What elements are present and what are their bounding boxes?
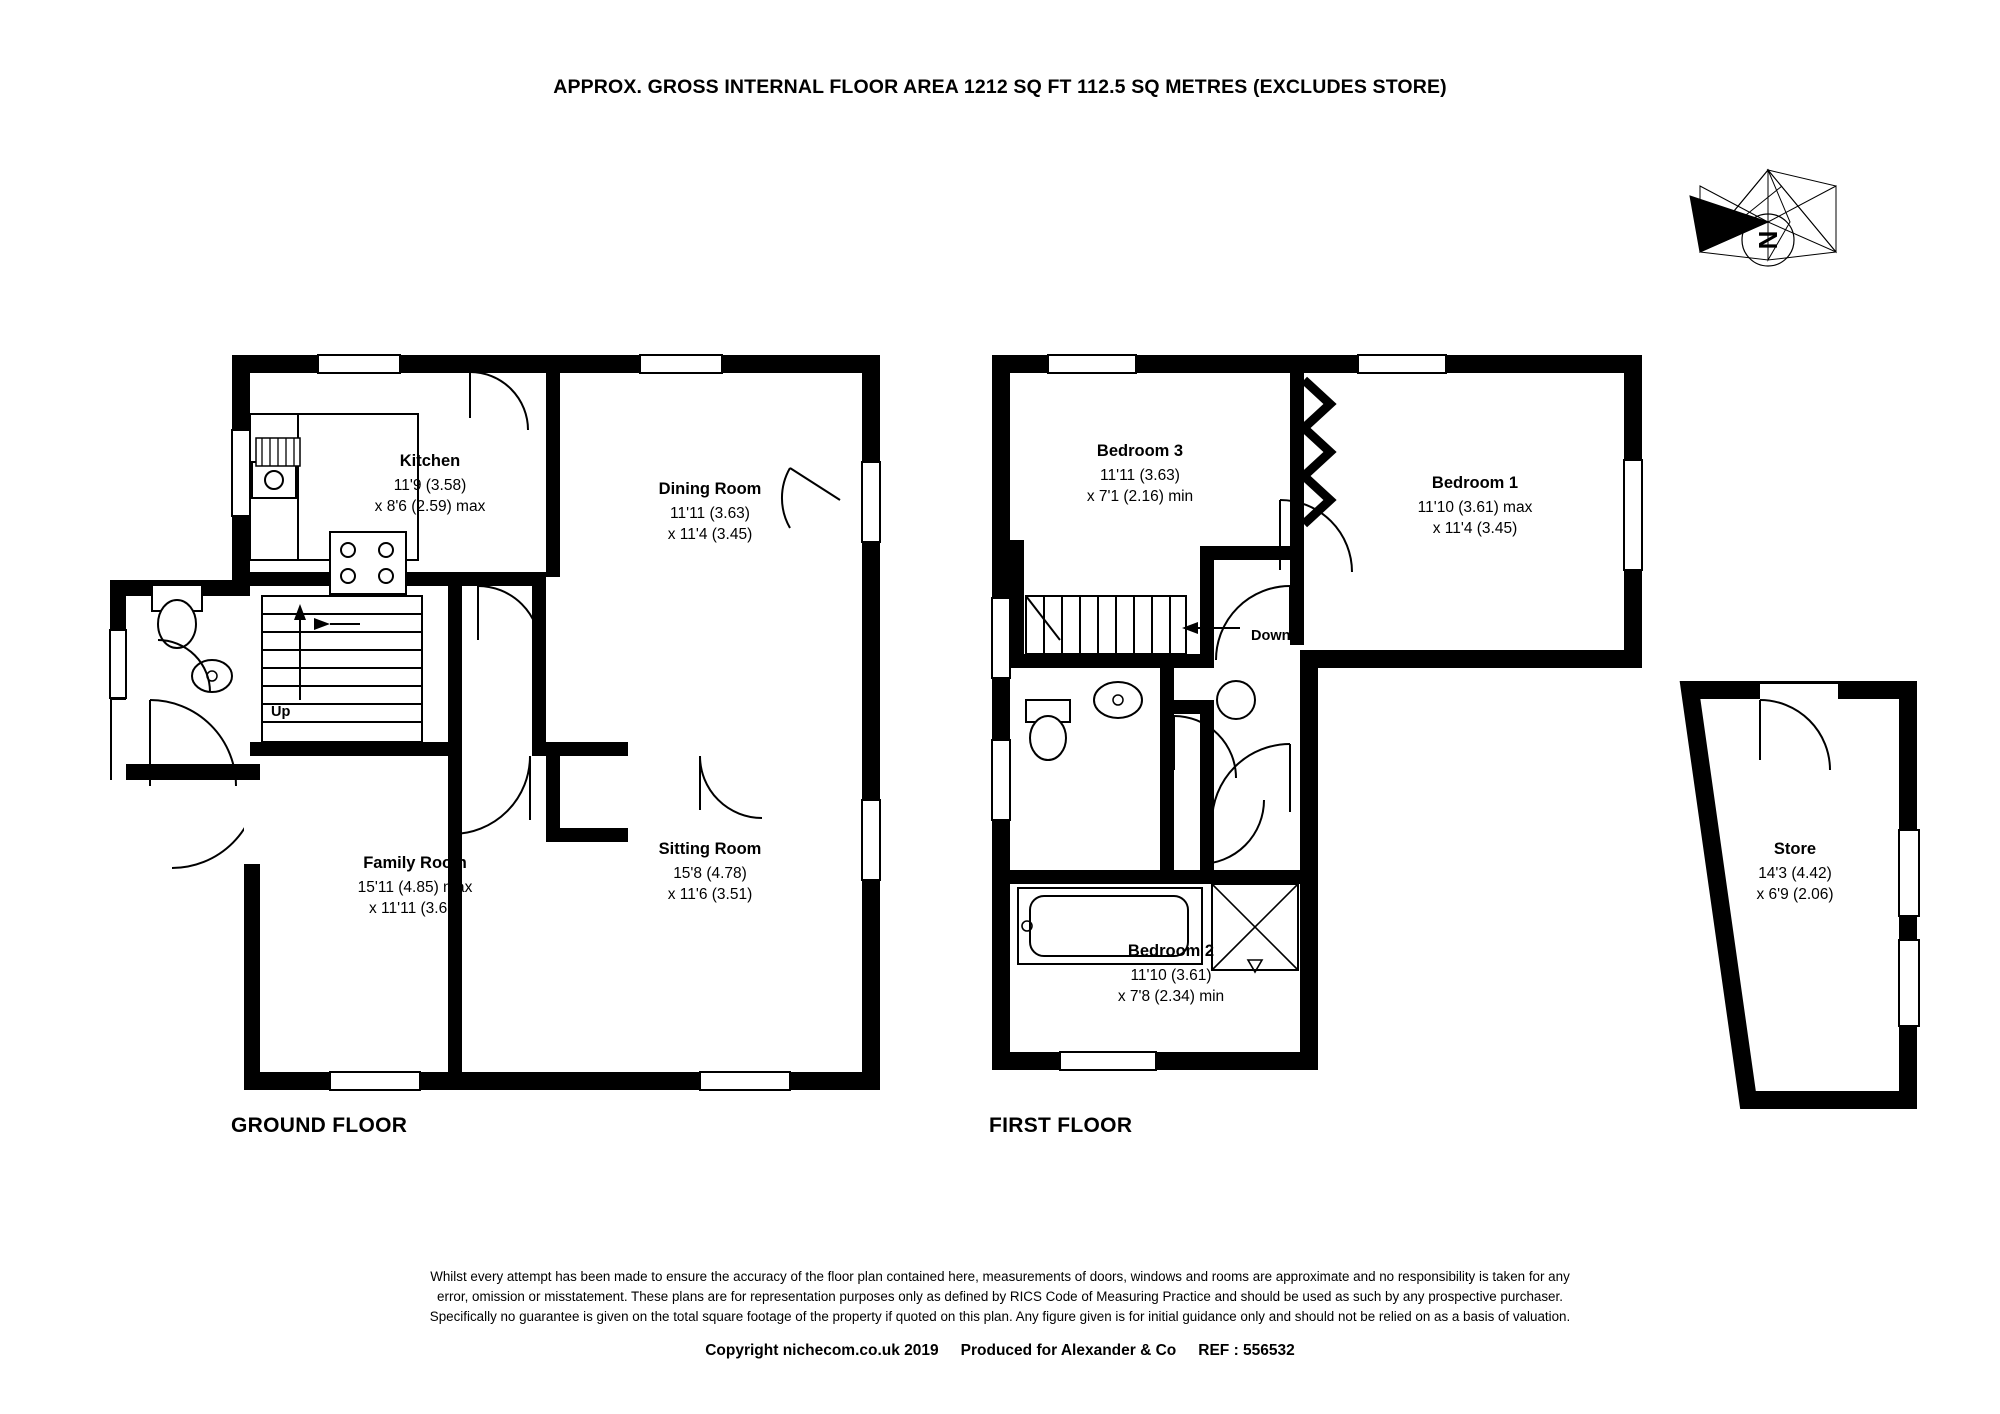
first-floor-title: FIRST FLOOR [989, 1114, 1133, 1137]
room-name: Dining Room [658, 480, 762, 498]
room-name: Store [1773, 840, 1817, 858]
disclaimer-line-3: Specifically no guarantee is given on the total square footage of the property if quoted on this plan. Any figure given is for initial guidance only and should not be relied on as a basis of valuation. [429, 1309, 1571, 1325]
compass-rose [1690, 170, 1836, 266]
ground-floor-title: GROUND FLOOR [231, 1114, 408, 1137]
room-dim-1: 11'10 (3.61) [1130, 966, 1212, 984]
reference-text: REF : 556532 [1198, 1342, 1295, 1359]
room-label-bedroom-3 [1030, 440, 1250, 508]
room-dim-2: x 7'1 (2.16) min [1086, 488, 1194, 506]
room-label-sitting-room [600, 838, 820, 906]
room-dim-2: x 6'9 (2.06) [1756, 886, 1834, 904]
room-dim-2: x 7'8 (2.34) min [1117, 988, 1225, 1006]
room-name: Kitchen [399, 452, 461, 470]
room-dim-1: 11'9 (3.58) [393, 476, 467, 494]
svg-text:N: N [1753, 230, 1783, 250]
room-label-family-room [290, 852, 540, 920]
room-dim-1: 11'11 (3.63) [1100, 466, 1180, 484]
produced-for-text: Produced for Alexander & Co [960, 1342, 1177, 1359]
stair-down-label: Down [1251, 628, 1291, 644]
room-name: Family Room [363, 854, 467, 872]
room-dim-1: 15'11 (4.85) max [357, 878, 473, 896]
room-dim-2: x 8'6 (2.59) max [374, 498, 486, 516]
copyright-line [0, 1339, 2000, 1362]
room-label-kitchen [320, 450, 540, 518]
room-label-bedroom-2 [1046, 940, 1296, 1008]
room-dim-2: x 11'4 (3.45) [1432, 520, 1518, 538]
room-name: Bedroom 2 [1127, 942, 1215, 960]
room-name: Bedroom 3 [1096, 442, 1184, 460]
disclaimer-line-2: error, omission or misstatement. These plans are for representation purposes only as defined by RICS Code of Measuring Practice and should be used as such by any prospective purchaser. [437, 1289, 1563, 1305]
copyright-text: Copyright nichecom.co.uk 2019 [705, 1342, 939, 1359]
room-label-store [1690, 838, 1900, 906]
disclaimer-line-1: Whilst every attempt has been made to ensure the accuracy of the floor plan contained here, measurements of doors, windows and rooms are approximate and no responsibility is taken for any [430, 1269, 1570, 1284]
room-name: Sitting Room [658, 840, 762, 858]
room-dim-2: x 11'11 (3.63) [369, 900, 461, 918]
room-dim-1: 11'11 (3.63) [670, 504, 750, 522]
room-dim-1: 11'10 (3.61) max [1417, 498, 1533, 516]
room-label-dining-room [600, 478, 820, 546]
room-dim-1: 15'8 (4.78) [673, 864, 747, 882]
page-title: APPROX. GROSS INTERNAL FLOOR AREA 1212 SQ FT 112.5 SQ METRES (EXCLUDES STORE) [553, 76, 1447, 98]
disclaimer-text [0, 1267, 2000, 1327]
room-dim-1: 14'3 (4.42) [1758, 864, 1832, 882]
room-name: Bedroom 1 [1431, 474, 1519, 492]
stair-up-label: Up [271, 704, 291, 720]
room-dim-2: x 11'6 (3.51) [667, 886, 753, 904]
room-label-bedroom-1 [1350, 472, 1600, 540]
room-dim-2: x 11'4 (3.45) [667, 526, 753, 544]
